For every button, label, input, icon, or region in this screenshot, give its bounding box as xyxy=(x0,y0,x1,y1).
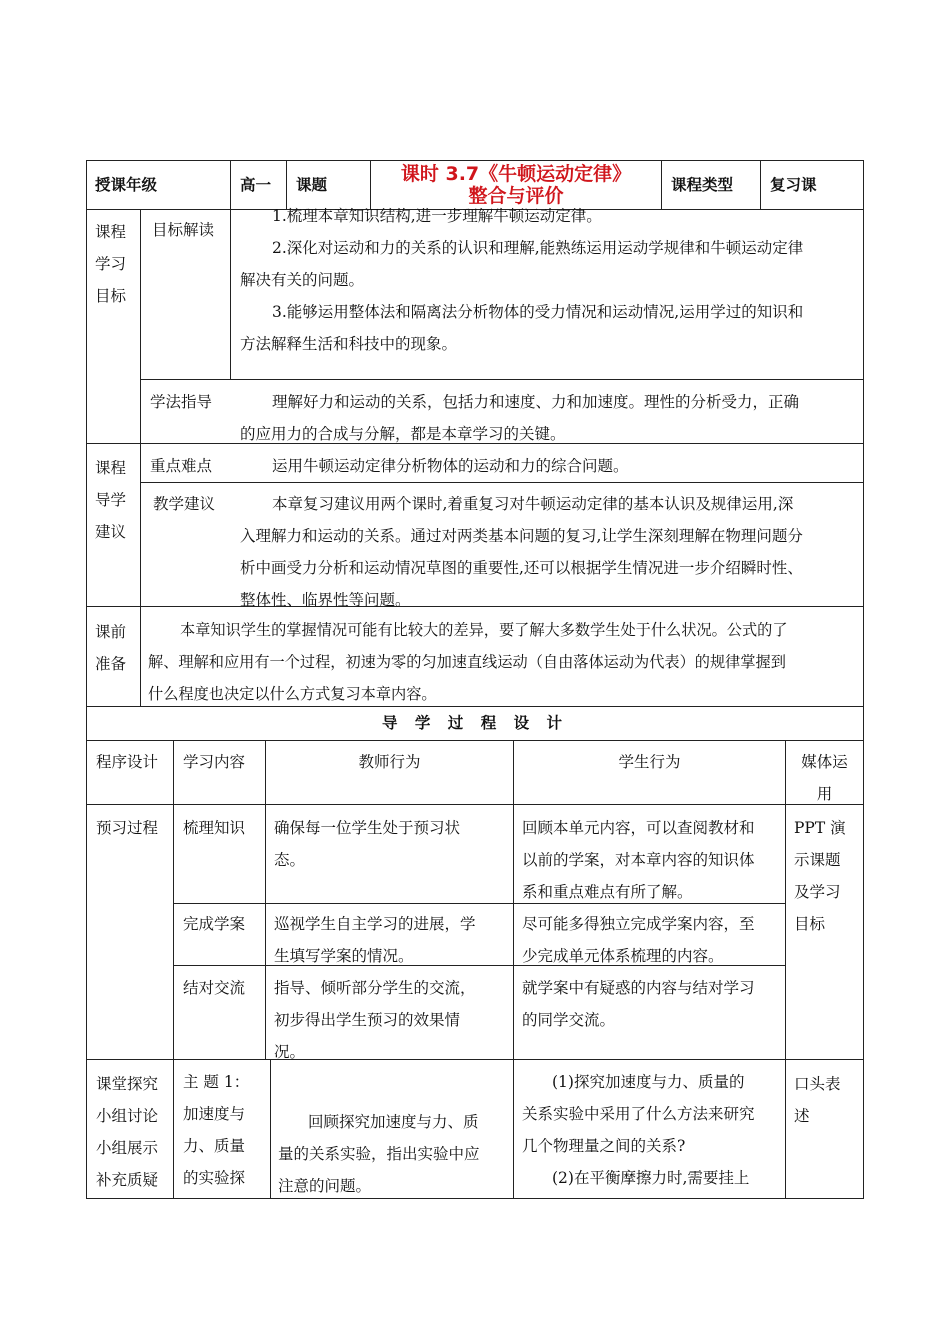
header-teacher: 教师行为 xyxy=(358,753,421,771)
lesson-title-line1: 课时 3.7《牛顿运动定律》 xyxy=(400,163,632,185)
guidance-section-label: 课程 导学 建议 xyxy=(95,459,127,541)
explore-stage-label: 课堂探究 小组讨论 小组展示 补充质疑 xyxy=(96,1075,159,1189)
type-label: 课程类型 xyxy=(671,175,734,194)
advice-text: 本章复习建议用两个课时,着重复习对牛顿运动定律的基本认识及规律运用,深 入理解力和运动的关系。通过对两类基本问题的复习,让学生深刻理解在物理问题分 析中画受力分析和运动情况草图的重要性,还可以根据学生情况进一步介绍瞬时性、 整体性、临界性等问题。 xyxy=(240,495,803,609)
key-points-text: 运用牛顿运动定律分析物体的运动和力的综合问题。 xyxy=(272,457,629,475)
lesson-title-line2: 整合与评价 xyxy=(468,185,564,207)
grade-value: 高一 xyxy=(240,175,272,194)
explore-media: 口头表 述 xyxy=(794,1075,841,1125)
preview-stage-label: 预习过程 xyxy=(96,819,159,837)
preview-row-student: 就学案中有疑惑的内容与结对学习 的同学交流。 xyxy=(522,979,755,1029)
design-title: 导 学 过 程 设 计 xyxy=(382,713,568,732)
grade-label: 授课年级 xyxy=(95,175,158,194)
prep-text: 本章知识学生的掌握情况可能有比较大的差异，要了解大多数学生处于什么状况。公式的了 解、理解和应用有一个过程，初速为零的匀加速直线运动（自由落体运动为代表）的规律掌握到 什么程度也决定以什么方式复习本章内容。 xyxy=(148,621,788,703)
header-media: 媒体运 用 xyxy=(801,753,848,803)
method-text: 理解好力和运动的关系，包括力和速度、力和加速度。理性的分析受力，正确 的应用力的合成与分解，都是本章学习的关键。 xyxy=(240,393,800,443)
header-student: 学生行为 xyxy=(618,753,681,771)
preview-row-content: 完成学案 xyxy=(183,915,246,933)
goal-label: 目标解读 xyxy=(152,221,215,239)
type-value: 复习课 xyxy=(770,175,817,194)
explore-teacher: 回顾探究加速度与力、质 量的关系实验，指出实验中应 注意的问题。 xyxy=(278,1113,480,1195)
preview-row-content: 梳理知识 xyxy=(183,819,246,837)
preview-row-teacher: 确保每一位学生处于预习状 态。 xyxy=(274,819,461,869)
method-label: 学法指导 xyxy=(150,393,213,411)
explore-student: (1)探究加速度与力、质量的 关系实验中采用了什么方法来研究 几个物理量之间的关系? (2)在平衡摩擦力时,需要挂上 xyxy=(522,1073,755,1187)
objectives-section-label: 课程 学习 目标 xyxy=(95,223,127,305)
preview-row-student: 回顾本单元内容，可以查阅教材和 以前的学案，对本章内容的知识体 系和重点难点有所了解。 xyxy=(522,819,755,901)
prep-section-label: 课前 准备 xyxy=(95,623,127,673)
advice-label: 教学建议 xyxy=(153,495,216,513)
preview-row-content: 结对交流 xyxy=(183,979,246,997)
header-program: 程序设计 xyxy=(96,753,159,771)
goal-text: 1.梳理本章知识结构,进一步理解牛顿运动定律。 2.深化对运动和力的关系的认识和理解,能熟练运用运动学规律和牛顿运动定律 解决有关的问题。 3.能够运用整体法和隔离法分析物体的受力情况和运动情况,运用学过的知识和 方法解释生活和科技中的现象。 xyxy=(240,207,804,353)
preview-row-teacher: 指导、倾听部分学生的交流， 初步得出学生预习的效果情 况。 xyxy=(274,979,476,1061)
header-content: 学习内容 xyxy=(183,753,246,771)
topic-label: 课题 xyxy=(296,175,328,194)
key-points-label: 重点难点 xyxy=(150,457,213,475)
explore-content: 主 题 1： 加速度与 力、质量 的实验探 xyxy=(183,1073,250,1187)
preview-media: PPT 演 示课题 及学习 目标 xyxy=(794,819,846,933)
preview-row-teacher: 巡视学生自主学习的进展，学 生填写学案的情况。 xyxy=(274,915,476,965)
preview-row-student: 尽可能多得独立完成学案内容，至 少完成单元体系梳理的内容。 xyxy=(522,915,755,965)
